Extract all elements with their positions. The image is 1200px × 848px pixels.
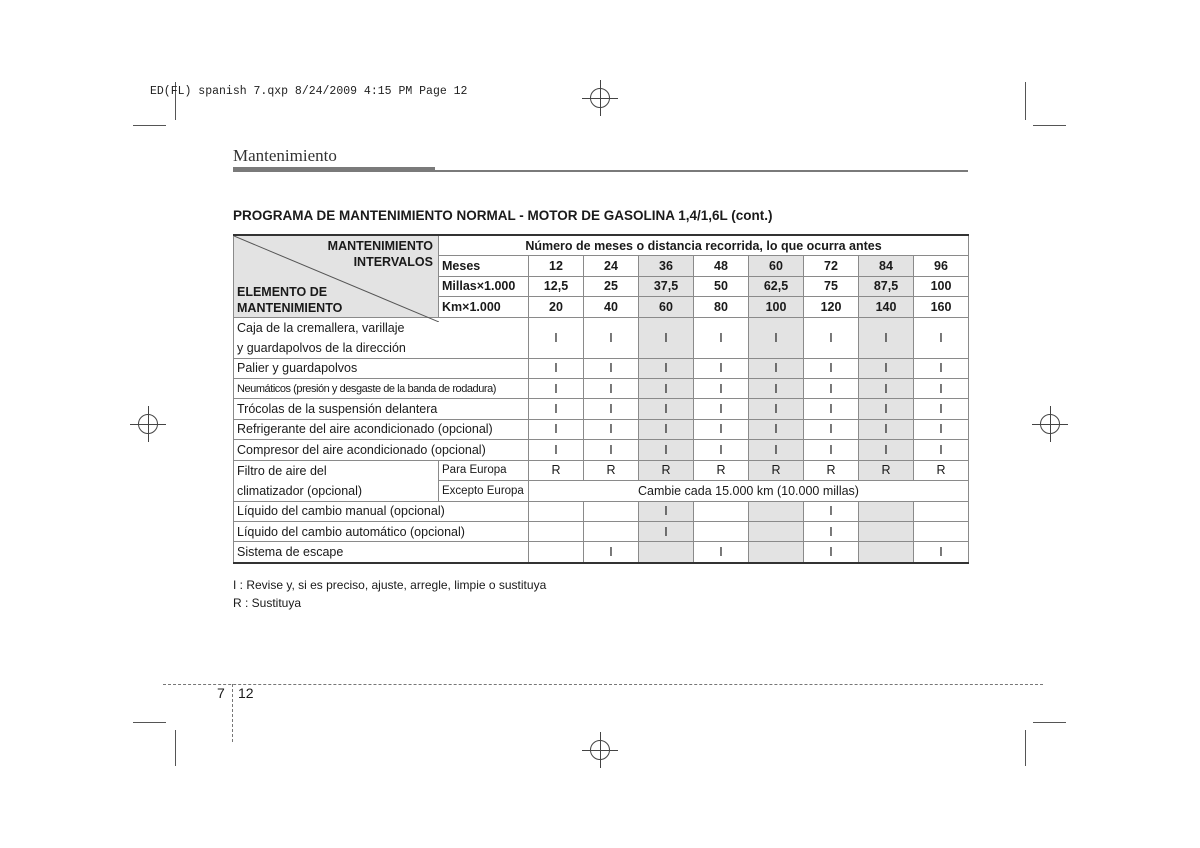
interval-mark [749, 542, 804, 563]
maintenance-item: Trócolas de la suspensión delantera [234, 399, 529, 419]
table-row [234, 542, 969, 563]
interval-mark: R [804, 460, 859, 481]
interval-mark: I [914, 542, 969, 563]
months-value: 48 [694, 256, 749, 276]
crop-mark [1025, 730, 1026, 766]
interval-mark: I [694, 399, 749, 419]
table-row [234, 378, 969, 398]
interval-mark [694, 501, 749, 521]
maintenance-item: Refrigerante del aire acondicionado (opcional) [234, 419, 529, 439]
km-value: 160 [914, 297, 969, 317]
interval-mark: I [639, 419, 694, 439]
interval-mark: I [749, 440, 804, 460]
table-heading: PROGRAMA DE MANTENIMIENTO NORMAL - MOTOR DE GASOLINA 1,4/1,6L (cont.) [233, 208, 773, 223]
interval-mark: I [859, 399, 914, 419]
interval-mark: I [639, 521, 694, 541]
months-value: 24 [584, 256, 639, 276]
interval-mark: I [529, 399, 584, 419]
miles-value: 87,5 [859, 276, 914, 296]
interval-mark [694, 521, 749, 541]
item-subcategory: Excepto Europa [439, 481, 529, 502]
maintenance-item: Neumáticos (presión y desgaste de la banda de rodadura) [234, 378, 529, 398]
interval-mark: R [914, 460, 969, 481]
maintenance-table [233, 234, 969, 564]
interval-mark [914, 521, 969, 541]
item-line: climatizador (opcional) [237, 483, 363, 498]
months-value: 72 [804, 256, 859, 276]
interval-mark: R [859, 460, 914, 481]
interval-mark: I [639, 399, 694, 419]
km-value: 140 [859, 297, 914, 317]
element-label: MANTENIMIENTO [237, 301, 343, 315]
interval-mark: I [804, 317, 859, 358]
interval-mark: I [914, 419, 969, 439]
interval-mark: I [914, 399, 969, 419]
registration-mark-icon [130, 406, 166, 442]
km-value: 20 [529, 297, 584, 317]
maintenance-item [234, 317, 529, 358]
interval-mark: I [584, 378, 639, 398]
crop-mark [133, 722, 166, 723]
km-value: 100 [749, 297, 804, 317]
miles-value: 62,5 [749, 276, 804, 296]
title-rule [435, 170, 968, 172]
interval-mark: I [529, 358, 584, 378]
item-line: y guardapolvos de la dirección [237, 340, 406, 355]
maintenance-item: Líquido del cambio automático (opcional) [234, 521, 529, 541]
interval-mark: I [694, 358, 749, 378]
interval-mark: I [694, 378, 749, 398]
interval-mark: I [804, 521, 859, 541]
interval-mark [529, 501, 584, 521]
miles-label: Millas×1.000 [439, 276, 529, 296]
months-value: 96 [914, 256, 969, 276]
interval-mark: I [804, 542, 859, 563]
interval-mark [749, 521, 804, 541]
interval-mark: I [749, 358, 804, 378]
interval-mark: I [529, 317, 584, 358]
table-row [234, 501, 969, 521]
interval-mark: I [639, 501, 694, 521]
interval-mark [749, 501, 804, 521]
maintenance-item [234, 460, 439, 501]
interval-mark: I [584, 358, 639, 378]
interval-mark: I [749, 399, 804, 419]
crop-mark [1033, 125, 1066, 126]
interval-note: Cambie cada 15.000 km (10.000 millas) [529, 481, 969, 502]
table-corner-header [234, 235, 439, 317]
registration-mark-icon [1032, 406, 1068, 442]
interval-mark: I [694, 317, 749, 358]
legend-replace: R : Sustituya [233, 596, 302, 610]
maintenance-item: Sistema de escape [234, 542, 529, 563]
page-chapter: 7 [217, 685, 225, 701]
maintenance-item: Líquido del cambio manual (opcional) [234, 501, 529, 521]
interval-mark: R [529, 460, 584, 481]
table-row [234, 399, 969, 419]
interval-mark: I [639, 317, 694, 358]
miles-value: 12,5 [529, 276, 584, 296]
interval-mark: I [804, 419, 859, 439]
item-line: Filtro de aire del [237, 463, 327, 478]
interval-mark: I [749, 317, 804, 358]
table-row [234, 317, 969, 358]
interval-mark: I [529, 378, 584, 398]
interval-mark: R [584, 460, 639, 481]
interval-mark: I [694, 419, 749, 439]
interval-mark: I [859, 317, 914, 358]
interval-mark: I [639, 358, 694, 378]
interval-mark: I [584, 419, 639, 439]
interval-mark: I [749, 378, 804, 398]
table-row [234, 419, 969, 439]
maintenance-label: MANTENIMIENTO [327, 239, 433, 253]
legend-inspect: I : Revise y, si es preciso, ajuste, arregle, limpie o sustituya [233, 578, 547, 592]
interval-mark: I [914, 358, 969, 378]
interval-mark: I [584, 317, 639, 358]
registration-mark-icon [582, 80, 618, 116]
interval-mark: I [804, 399, 859, 419]
interval-mark: I [584, 399, 639, 419]
footer-rule [232, 684, 233, 742]
print-slug: ED(FL) spanish 7.qxp 8/24/2009 4:15 PM Page 12 [150, 85, 468, 98]
interval-mark: I [804, 378, 859, 398]
interval-mark: I [804, 358, 859, 378]
registration-mark-icon [582, 732, 618, 768]
table-row [234, 521, 969, 541]
interval-mark: I [804, 440, 859, 460]
table-row [234, 358, 969, 378]
maintenance-item: Compresor del aire acondicionado (opcional) [234, 440, 529, 460]
months-value: 60 [749, 256, 804, 276]
interval-mark: R [694, 460, 749, 481]
maintenance-item: Palier y guardapolvos [234, 358, 529, 378]
km-value: 80 [694, 297, 749, 317]
interval-mark: I [639, 440, 694, 460]
table-row [234, 460, 969, 481]
interval-mark: I [529, 419, 584, 439]
crop-mark [175, 730, 176, 766]
interval-mark [914, 501, 969, 521]
months-value: 12 [529, 256, 584, 276]
interval-mark: I [914, 440, 969, 460]
interval-mark: I [694, 542, 749, 563]
crop-mark [1033, 722, 1066, 723]
miles-value: 75 [804, 276, 859, 296]
miles-value: 25 [584, 276, 639, 296]
interval-mark [584, 501, 639, 521]
interval-mark: R [639, 460, 694, 481]
km-value: 120 [804, 297, 859, 317]
intervals-label: INTERVALOS [353, 255, 433, 269]
km-value: 40 [584, 297, 639, 317]
element-label: ELEMENTO DE [237, 285, 328, 299]
interval-mark: I [804, 501, 859, 521]
months-value: 84 [859, 256, 914, 276]
interval-mark [529, 542, 584, 563]
interval-mark: I [584, 542, 639, 563]
months-value: 36 [639, 256, 694, 276]
section-title: Mantenimiento [233, 146, 337, 165]
interval-mark: I [529, 440, 584, 460]
crop-mark [133, 125, 166, 126]
interval-mark [859, 521, 914, 541]
miles-value: 37,5 [639, 276, 694, 296]
interval-span-title: Número de meses o distancia recorrida, lo que ocurra antes [439, 235, 969, 256]
km-value: 60 [639, 297, 694, 317]
interval-mark: I [914, 378, 969, 398]
table-row [234, 440, 969, 460]
interval-mark: I [639, 378, 694, 398]
interval-mark: I [859, 419, 914, 439]
item-line: Caja de la cremallera, varillaje [237, 320, 405, 335]
title-rule [233, 167, 435, 172]
interval-mark [859, 542, 914, 563]
km-label: Km×1.000 [439, 297, 529, 317]
footer-rule [163, 684, 1043, 685]
interval-mark [529, 521, 584, 541]
interval-mark [584, 521, 639, 541]
miles-value: 100 [914, 276, 969, 296]
interval-mark: R [749, 460, 804, 481]
interval-mark: I [584, 440, 639, 460]
interval-mark [639, 542, 694, 563]
interval-mark: I [859, 440, 914, 460]
interval-mark: I [914, 317, 969, 358]
interval-mark: I [859, 378, 914, 398]
interval-mark [859, 501, 914, 521]
miles-value: 50 [694, 276, 749, 296]
item-subcategory: Para Europa [439, 460, 529, 481]
interval-mark: I [694, 440, 749, 460]
crop-mark [1025, 82, 1026, 120]
interval-mark: I [859, 358, 914, 378]
interval-mark: I [749, 419, 804, 439]
months-label: Meses [439, 256, 529, 276]
page-number: 12 [238, 685, 254, 701]
